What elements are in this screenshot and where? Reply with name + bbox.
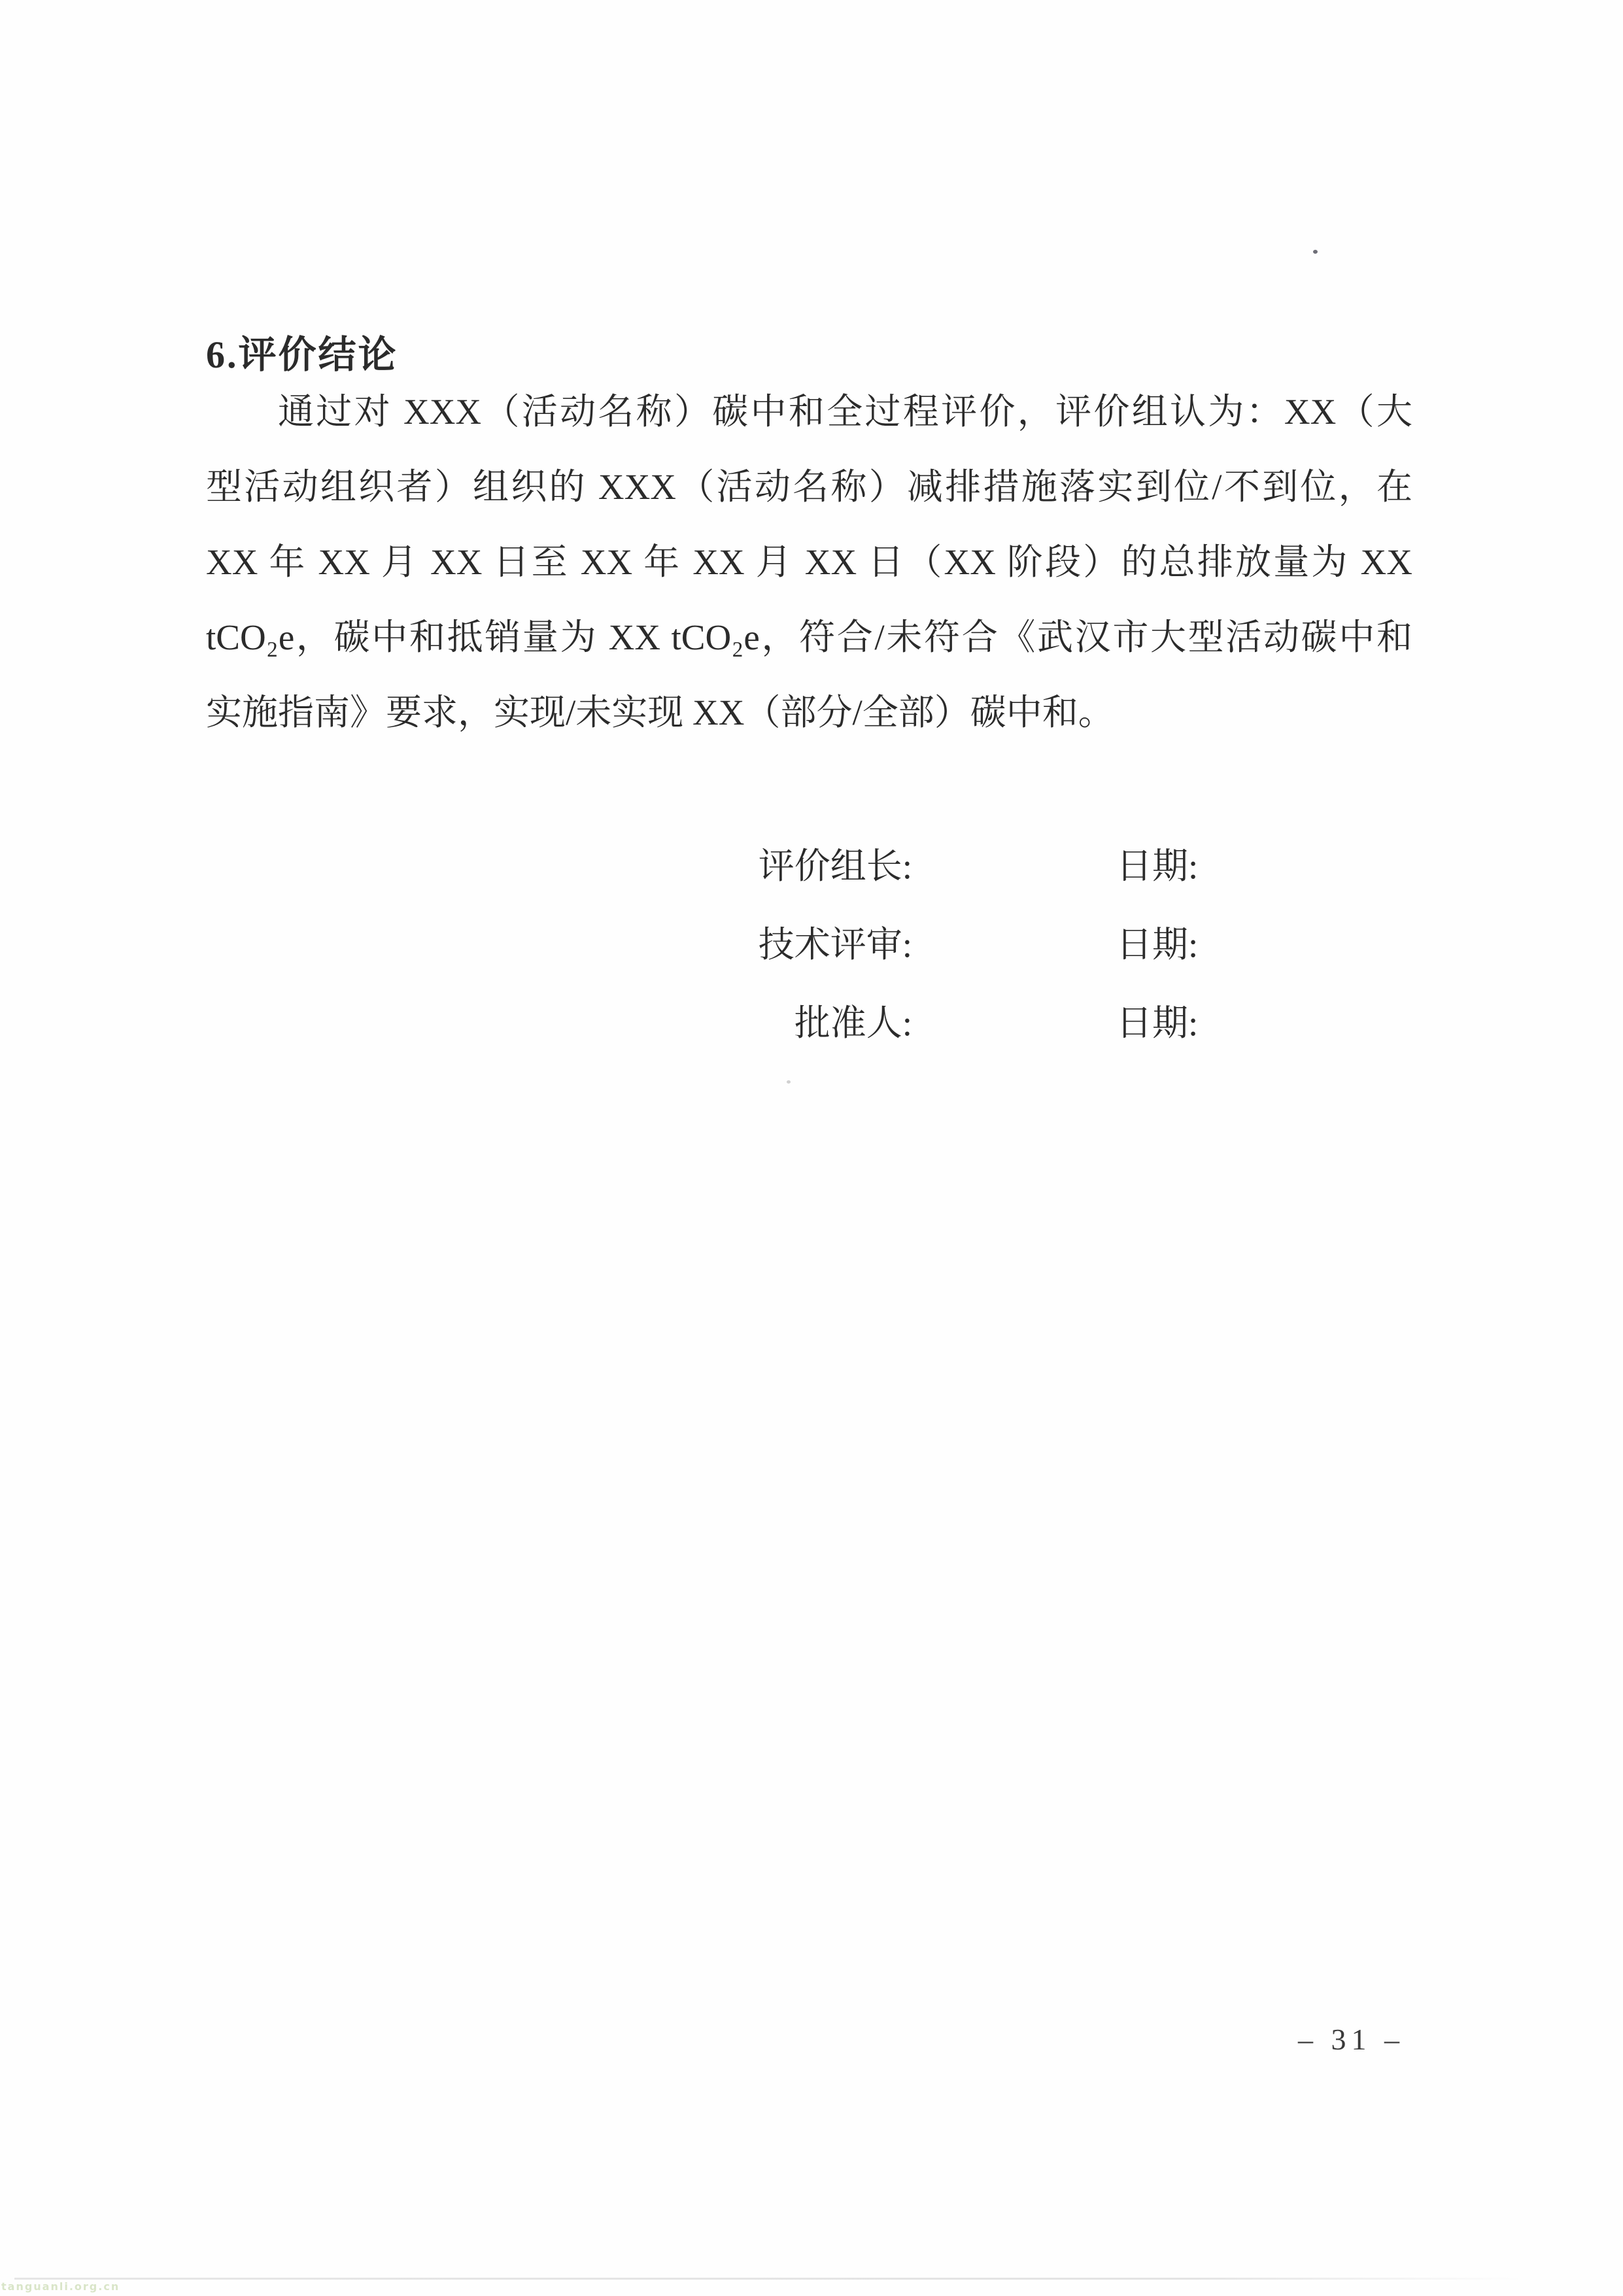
- paragraph-line-2: 型活动组织者）组织的 XXX（活动名称）减排措施落实到位/不到位，在: [206, 467, 1412, 507]
- page-number: – 31 –: [1298, 2023, 1405, 2056]
- signature-row-approver: [719, 984, 1198, 1063]
- signature-block: [719, 827, 1198, 1063]
- signature-date-label: 日期:: [1116, 1003, 1199, 1043]
- section-heading: 6.评价结论: [206, 333, 398, 376]
- signature-role-label: 技术评审:: [758, 925, 912, 965]
- signature-date-label: 日期:: [1116, 846, 1199, 886]
- signature-row-technical-review: [719, 906, 1198, 984]
- scan-speck: [787, 1080, 791, 1084]
- paragraph-line-3: XX 年 XX 月 XX 日至 XX 年 XX 月 XX 日（XX 阶段）的总排放量为 XX: [206, 542, 1412, 582]
- paragraph-line-5: 实施指南》要求，实现/未实现 XX（部分/全部）碳中和。: [206, 693, 1114, 732]
- signature-date-label: 日期:: [1116, 925, 1199, 965]
- footer-rule: [14, 2278, 1525, 2280]
- signature-role-label: 批准人:: [794, 1003, 912, 1043]
- paragraph-line-1: 通过对 XXX（活动名称）碳中和全过程评价，评价组认为：XX（大: [278, 392, 1412, 432]
- watermark-text: tanguanli.org.cn: [1, 2280, 120, 2293]
- scan-speck: [1313, 250, 1318, 254]
- paragraph-line-4: tCO₂e，碳中和抵销量为 XX tCO₂e，符合/未符合《武汉市大型活动碳中和: [206, 617, 1412, 657]
- conclusion-paragraph: [206, 374, 1412, 750]
- signature-role-label: 评价组长:: [758, 846, 912, 886]
- signature-row-evaluation-leader: [719, 827, 1198, 906]
